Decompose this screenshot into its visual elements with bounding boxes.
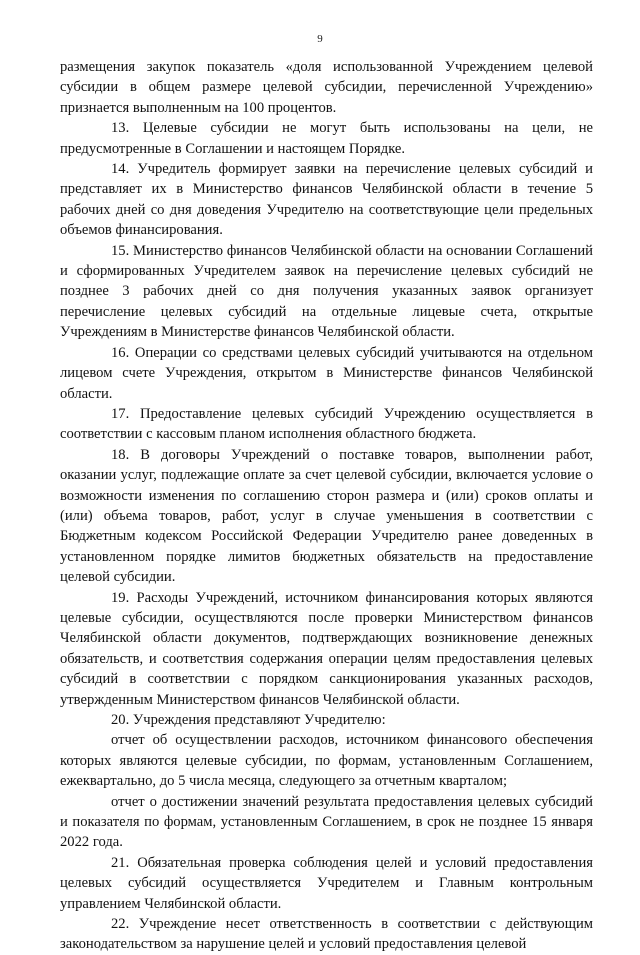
page-number: 9 <box>317 33 323 45</box>
paragraph-13: 13. Целевые субсидии не могут быть использованы на цели, не предусмотренные в Соглашении и настоящем Порядке. <box>60 120 593 157</box>
paragraph-18: 18. В договоры Учреждений о поставке товаров, выполнении работ, оказании услуг, подлежащие оплате за счет целевой субсидии, включается условие о возможности изменения по соглашению сторон размера и (или) сроков оплаты и (или) объема товаров, работ, услуг в случае уменьшения в соответствии с Бюджетным кодексом Российской Федерации Учредителю ранее доведенных в установленном порядке лимитов бюджетных обязательств на предоставление целевой субсидии. <box>60 446 593 586</box>
paragraph-20-item-1: отчет об осуществлении расходов, источником финансового обеспечения которых являются целевые субсидии, по формам, установленным Соглашением, ежеквартально, до 5 числа месяца, следующего за отчетным кварталом; <box>60 732 593 790</box>
paragraph-15: 15. Министерство финансов Челябинской области на основании Соглашений и сформированных Учредителем заявок на перечисление целевых субсидий не позднее 3 рабочих дней со дня получения указанных заявок организует перечисление целевых субсидий на отдельные лицевые счета, открытые Учреждениям в Министерстве финансов Челябинской области. <box>60 242 593 341</box>
paragraph-17: 17. Предоставление целевых субсидий Учреждению осуществляется в соответствии с кассовым планом исполнения областного бюджета. <box>60 405 593 443</box>
paragraph-continuation: размещения закупок показатель «доля использованной Учреждением целевой субсидии в общем размере целевой субсидии, перечисленной Учреждению» признается выполненным на 100 процентов. <box>60 59 593 116</box>
paragraph-22: 22. Учреждение несет ответственность в соответствии с действующим законодательством за нарушение целей и условий предоставления целевой <box>60 916 593 953</box>
paragraph-19: 19. Расходы Учреждений, источником финансирования которых являются целевые субсидии, осуществляются после проверки Министерством финансов Челябинской области документов, подтверждающих возникновение денежных обязательств, и соответствия содержания операции целям предоставления целевых субсидий в соответствии с порядком санкционирования указанных расходов, утвержденным Министерством финансов Челябинской области. <box>60 589 593 708</box>
paragraph-21: 21. Обязательная проверка соблюдения целей и условий предоставления целевых субсидий осуществляется Учредителем и Главным контрольным управлением Челябинской области. <box>60 854 593 912</box>
paragraph-16: 16. Операции со средствами целевых субсидий учитываются на отдельном лицевом счете Учреждения, открытом в Министерстве финансов Челябинской области. <box>60 344 593 402</box>
paragraph-14: 14. Учредитель формирует заявки на перечисление целевых субсидий и представляет их в Министерство финансов Челябинской области в течение 5 рабочих дней со дня доведения Учредителю на соответствующие цели предельных объемов финансирования. <box>60 161 593 239</box>
paragraph-20-item-2: отчет о достижении значений результата предоставления целевых субсидий и показателя по формам, установленным Соглашением, в срок не позднее 15 января 2022 года. <box>60 793 593 851</box>
document-body <box>60 57 593 955</box>
paragraph-20: 20. Учреждения представляют Учредителю: <box>111 712 386 728</box>
